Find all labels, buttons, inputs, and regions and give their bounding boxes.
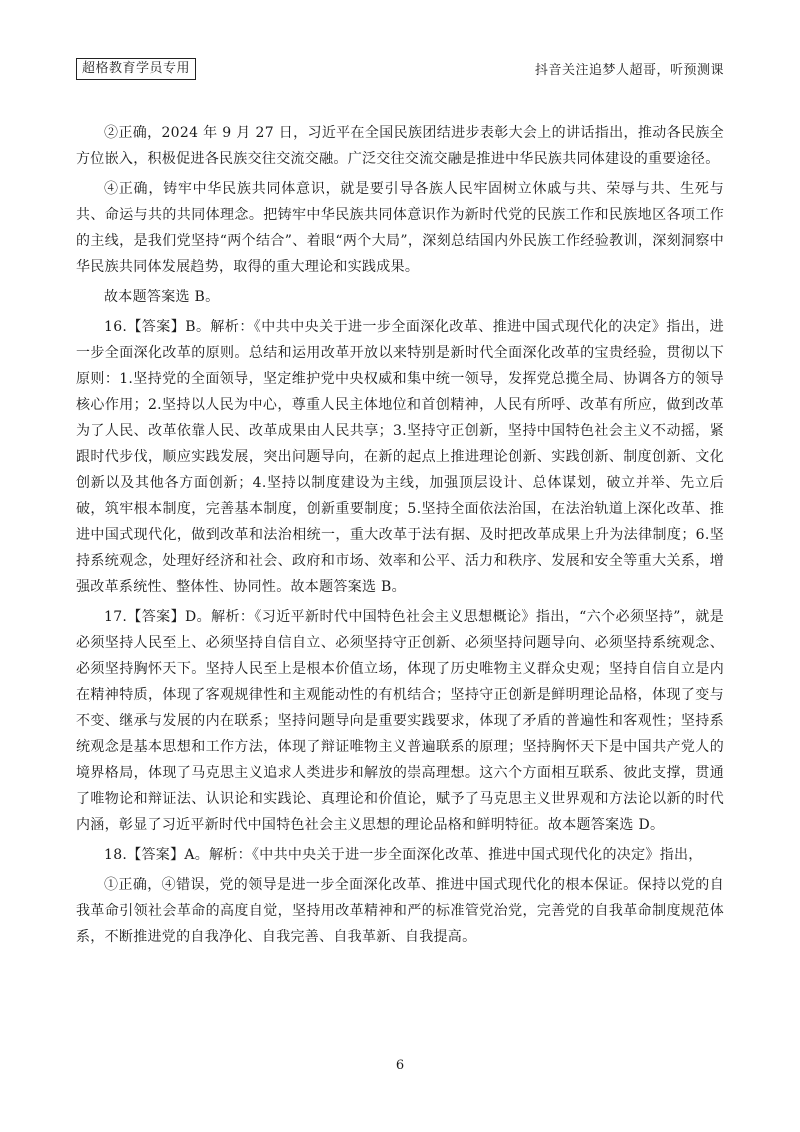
paragraph: ①正确，④错误，党的领导是进一步全面深化改革、推进中国式现代化的根本保证。保持以党的自我革命引领社会革命的高度自觉，坚持用改革精神和严的标准管党治党，完善党的自我革命制度规范体系，不断推进党的自我净化、自我完善、自我革新、自我提高。 xyxy=(76,877,724,945)
paragraph: 18.【答案】A。解析：《中共中央关于进一步全面深化改革、推进中国式现代化的决定》指出， xyxy=(104,847,703,863)
paragraph: ④正确，铸牢中华民族共同体意识，就是要引导各族人民牢固树立休戚与共、荣辱与共、生死与共、命运与共的共同体理念。把铸牢中华民族共同体意识作为新时代党的民族工作和民族地区各项工作的主线，是我们党坚持“两个结合”、着眼“两个大局”，深刻总结国内外民族工作经验教训，深刻洞察中华民族共同体发展趋势，取得的重大理论和实践成果。 xyxy=(76,181,724,275)
header-label-right: 抖音关注追梦人超哥，听预测课 xyxy=(534,63,724,78)
paragraph: 17.【答案】D。解析：《习近平新时代中国特色社会主义思想概论》指出，“六个必须坚持”，就是必须坚持人民至上、必须坚持自信自立、必须坚持守正创新、必须坚持问题导向、必须坚持系统观念、必须坚持胸怀天下。坚持人民至上是根本价值立场，体现了历史唯物主义群众史观；坚持自信自立是内在精神特质，体现了客观规律性和主观能动性的有机结合；坚持守正创新是鲜明理论品格，体现了变与不变、继承与发展的内在联系；坚持问题导向是重要实践要求，体现了矛盾的普遍性和客观性；坚持系统观念是基本思想和工作方法，体现了辩证唯物主义普遍联系的原理；坚持胸怀天下是中国共产党人的境界格局，体现了马克思主义追求人类进步和解放的崇高理想。这六个方面相互联系、彼此支撑，贯通了唯物论和辩证法、认识论和实践论、真理论和价值论，赋予了马克思主义世界观和方法论以新的时代内涵，彰显了习近平新时代中国特色社会主义思想的理论品格和鲜明特征。故本题答案选 D。 xyxy=(76,609,724,833)
document-body xyxy=(76,120,724,954)
paragraph: 16.【答案】B。解析：《中共中央关于进一步全面深化改革、推进中国式现代化的决定》指出，进一步全面深化改革的原则。总结和运用改革开放以来特别是新时代全面深化改革的宝贵经验，贯彻以下原则：1.坚持党的全面领导，坚定维护党中央权威和集中统一领导，发挥党总揽全局、协调各方的领导核心作用；2.坚持以人民为中心，尊重人民主体地位和首创精神，人民有所呼、改革有所应，做到改革为了人民、改革依靠人民、改革成果由人民共享；3.坚持守正创新，坚持中国特色社会主义不动摇，紧跟时代步伐，顺应实践发展，突出问题导向，在新的起点上推进理论创新、实践创新、制度创新、文化创新以及其他各方面创新；4.坚持以制度建设为主线，加强顶层设计、总体谋划，破立并举、先立后破，筑牢根本制度，完善基本制度，创新重要制度；5.坚持全面依法治国，在法治轨道上深化改革、推进中国式现代化，做到改革和法治相统一，重大改革于法有据、及时把改革成果上升为法律制度；6.坚持系统观念，处理好经济和社会、政府和市场、效率和公平、活力和秩序、发展和安全等重大关系，增强改革系统性、整体性、协同性。故本题答案选 B。 xyxy=(76,319,724,595)
paragraph: 故本题答案选 B。 xyxy=(104,289,220,305)
paragraph: ②正确，2024 年 9 月 27 日，习近平在全国民族团结进步表彰大会上的讲话指出，推动各民族全方位嵌入，积极促进各民族交往交流交融。广泛交往交流交融是推进中华民族共同体建设的重要途径。 xyxy=(76,125,724,167)
page-header xyxy=(76,58,724,82)
page-number: 6 xyxy=(395,1058,405,1073)
header-label-left: 超格教育学员专用 xyxy=(76,58,196,80)
